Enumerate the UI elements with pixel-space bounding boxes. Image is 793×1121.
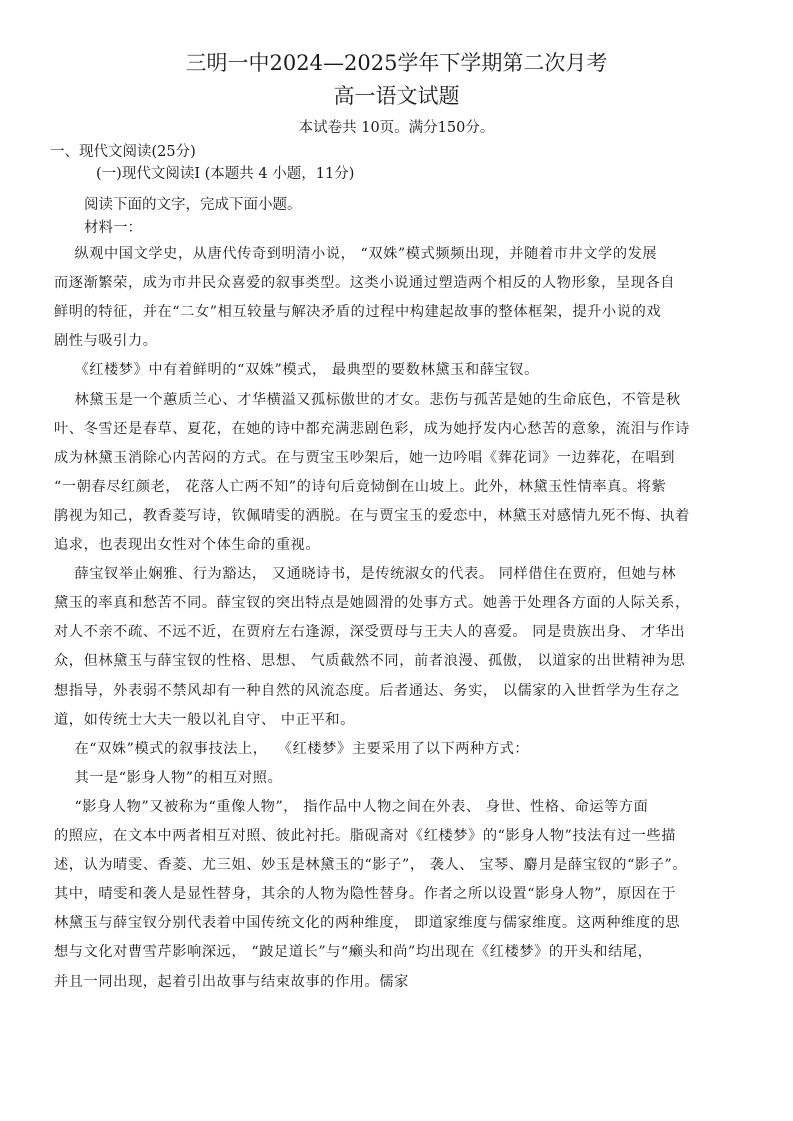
passage-line: 《红楼梦》中有着鲜明的“双姝”模式， 最典型的要数林黛玉和薛宝钗。 <box>54 362 539 379</box>
passage-line: 追求，也表现出女性对个体生命的重视。 <box>54 537 321 553</box>
passage-line: 鲜明的特征，并在“二女”相互较量与解决矛盾的过程中构建起故事的整体框架，提升小说的戏 <box>54 304 662 321</box>
passage-line: 薛宝钗举止娴雅、行为豁达， 又通晓诗书，是传统淑女的代表。 同样借住在贾府，但她与林 <box>54 566 677 583</box>
exam-note: 本试卷共 10页。满分150分。 <box>298 120 495 136</box>
exam-title: 三明一中2024—2025学年下学期第二次月考 <box>185 51 608 75</box>
passage-line: 鹃视为知己，教香菱写诗，钦佩晴雯的洒脱。在与贾宝玉的爱恋中，林黛玉对感情九死不悔、执着 <box>54 507 690 524</box>
passage-line: 并且一同出现，起着引出故事与结束故事的作用。儒家 <box>54 973 409 990</box>
passage-line: 的照应，在文本中两者相互对照、彼此衬托。脂砚斋对《红楼梦》的“影身人物”技法有过一些描 <box>54 828 676 844</box>
passage-line: 其一是“影身人物”的相互对照。 <box>54 769 283 786</box>
passage-line: 林黛玉是一个蕙质兰心、才华横溢又孤标傲世的才女。悲伤与孤苦是她的生命底色，不管是秋 <box>54 391 681 408</box>
section-heading: 一、现代文阅读(25分) <box>50 144 196 160</box>
passage-line: 述，认为晴雯、香菱、尤三姐、妙玉是林黛玉的“影子”， 袭人、 宝琴、麝月是薛宝钗的“影子”。 <box>54 857 688 874</box>
passage-line: “影身人物”又被称为“重像人物”， 指作品中人物之间在外表、 身世、性格、命运等方面 <box>54 798 649 815</box>
passage-line: 叶、冬雪还是春草、夏花，在她的诗中都充满悲剧色彩，成为她抒发内心愁苦的意象，流泪与作诗 <box>54 420 690 437</box>
passage-line: 黛玉的率真和愁苦不同。薛宝钗的突出特点是她圆滑的处事方式。她善于处理各方面的人际关系， <box>54 595 690 612</box>
passage-line: “一朝春尽红颜老， 花落人亡两不知”的诗句后竟恸倒在山坡上。此外，林黛玉性情率真。将紫 <box>54 478 667 495</box>
passage-line: 成为林黛玉消除心内苦闷的方式。在与贾宝玉吵架后，她一边吟唱《葬花词》一边葬花，在唱到 <box>54 449 676 466</box>
passage-line: 林黛玉与薛宝钗分别代表着中国传统文化的两种维度， 即道家维度与儒家维度。这两种维度的思 <box>54 915 681 932</box>
passage-line: 纵观中国文学史，从唐代传奇到明清小说， “双姝”模式频频出现，并随着市井文学的发展 <box>54 246 658 262</box>
passage-line: 想与文化对曹雪芹影响深远， “跛足道长”与“癞头和尚”均出现在《红楼梦》的开头和结尾， <box>54 944 653 961</box>
passage-line: 对人不亲不疏、不远不近，在贾府左右逢源，深受贾母与王夫人的喜爱。 同是贵族出身、 才华出 <box>54 624 686 641</box>
passage-line: 想指导，外表弱不禁风却有一种自然的风流态度。后者通达、务实， 以儒家的入世哲学为生存之 <box>54 682 681 699</box>
passage-line: 众，但林黛玉与薛宝钗的性格、思想、 气质截然不同，前者浪漫、孤傲， 以道家的出世精神为思 <box>54 653 686 670</box>
passage-line: 剧性与吸引力。 <box>54 333 158 350</box>
passage-line: 而逐渐繁荣，成为市井民众喜爱的叙事类型。这类小说通过塑造两个相反的人物形象，呈现各自 <box>54 275 676 292</box>
subsection-heading: (一)现代文阅读Ⅰ (本题共 4 小题，11分) <box>96 166 355 182</box>
material-label: 材料一： <box>84 220 142 236</box>
exam-subtitle: 高一语文试题 <box>333 84 460 108</box>
instruction-text: 阅读下面的文字，完成下面小题。 <box>84 197 302 213</box>
passage-line: 其中，晴雯和袭人是显性替身，其余的人物为隐性替身。作者之所以设置“影身人物”，原因在于 <box>54 886 676 903</box>
passage-line: 在“双姝”模式的叙事技法上， 《红楼梦》主要采用了以下两种方式： <box>54 740 530 757</box>
passage-line: 道，如传统士大夫一般以礼自守、 中正平和。 <box>54 711 355 728</box>
